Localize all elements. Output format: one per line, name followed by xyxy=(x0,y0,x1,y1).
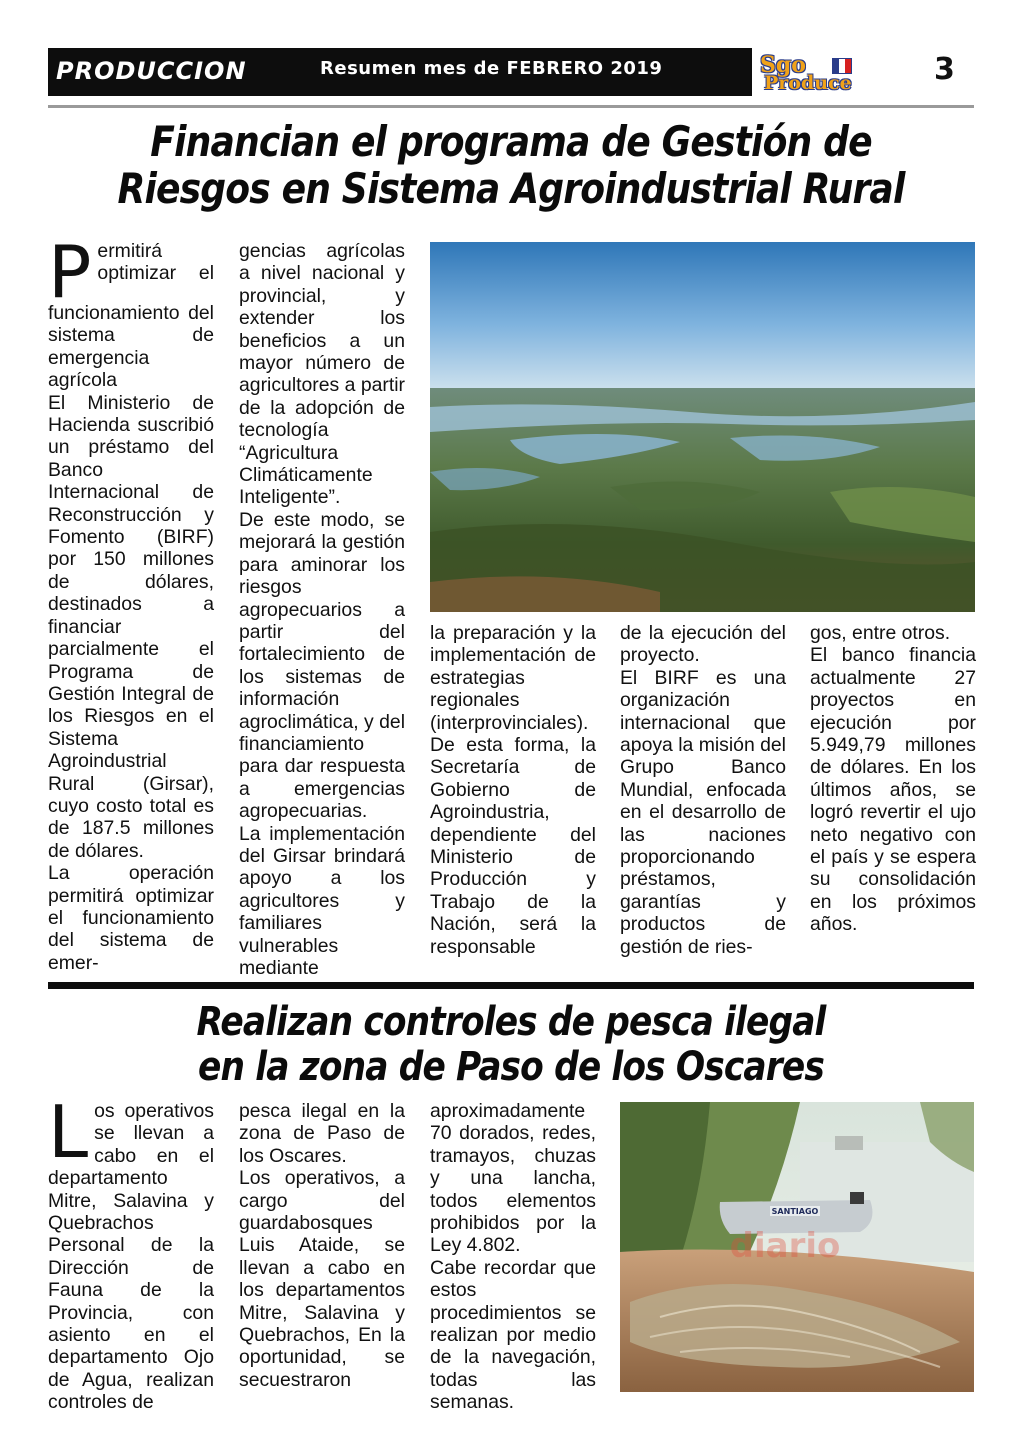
paragraph: El Ministerio de Hacienda suscribió un préstamo del Banco Internacional de Reconstrucción y Fomento (BIRF) por 150 millones de dólares, destinados a financiar parcialmente el Programa de Gestión Integral de los Riesgos en el Sistema Agroindustrial Rural (Girsar), cuyo costo total es de 187.5 millones de dólares. xyxy=(48,391,214,862)
paragraph: La implementación del Girsar brindará apoyo a los agricultores y familiares vulnerables mediante xyxy=(239,822,405,979)
page-number: 3 xyxy=(934,52,955,87)
article1-headline xyxy=(113,118,909,212)
section-label: PRODUCCION xyxy=(56,57,247,85)
article1-column-4 xyxy=(620,622,786,958)
article1-column-2 xyxy=(239,240,405,979)
boat-and-nets-image xyxy=(620,1102,974,1392)
article1-column-3 xyxy=(430,622,596,958)
lead-text: ermitirá optimizar el funcionamiento del sistema de emergencia agrícola xyxy=(48,240,214,392)
article2-column-1 xyxy=(48,1090,214,1414)
paragraph: de la ejecución del proyecto. xyxy=(620,622,786,667)
paragraph: pesca ilegal en la zona de Paso de los Oscares. xyxy=(239,1100,405,1167)
paragraph: El banco financia actualmente 27 proyectos en ejecución por 5.949,79 millones de dólares. En los últimos años, se logró revertir el ujo neto negativo con el país y se espera su consolidación en los próximos años. xyxy=(810,644,976,936)
headline-line: en la zona de Paso de los Oscares xyxy=(198,1043,824,1090)
paragraph: gos, entre otros. xyxy=(810,622,951,644)
drop-cap: P xyxy=(48,230,92,314)
wetland-aerial-image xyxy=(430,242,975,612)
lead-text: os operativos se llevan a cabo en el departamento Mitre, Salavina y Quebrachos xyxy=(48,1100,214,1235)
paragraph: gencias agrícolas a nivel nacional y provincial, y extender los beneficios a un mayor número de agricultores a partir de la adopción de tecnología “Agricultura Climáticamente Inteligente”. xyxy=(239,240,405,509)
publication-logo xyxy=(758,52,898,96)
issue-summary: Resumen mes de FEBRERO 2019 xyxy=(320,58,663,79)
article1-column-1 xyxy=(48,230,214,974)
paragraph: Los operativos, a cargo del guardabosques Luis Ataide, se llevan a cabo en los departamentos Mitre, Salavina y Quebrachos, En la oportunidad, se secuestraron xyxy=(239,1167,405,1391)
logo-text-bottom: Produce xyxy=(764,72,852,94)
article2-headline xyxy=(113,1000,909,1090)
boat-label: SANTIAGO xyxy=(771,1207,819,1216)
headline-line: Riesgos en Sistema Agroindustrial Rural xyxy=(117,164,905,214)
header-bar xyxy=(48,48,752,96)
header-rule xyxy=(48,105,974,108)
paragraph: la preparación y la implementación de estrategias regionales (interprovinciales). De esta forma, la Secretaría de Gobierno de Agroindustria, dependiente del Ministerio de Producción y Trabajo de la Nación, será la responsable xyxy=(430,622,596,958)
paragraph: De este modo, se mejorará la gestión para aminorar los riesgos agropecuarios a partir del fortalecimiento de los sistemas de información agroclimática, y del financiamiento para dar respuesta a emergencias agropecuarias. xyxy=(239,508,405,823)
headline-line: Realizan controles de pesca ilegal xyxy=(196,999,826,1045)
paragraph: La operación permitirá optimizar el funcionamiento del sistema de emer- xyxy=(48,862,214,974)
drop-cap: L xyxy=(48,1090,89,1174)
article2-column-2 xyxy=(239,1100,405,1391)
seized-boat-photo xyxy=(620,1102,974,1392)
paragraph: aproximadamente 70 dorados, redes, tramayos, chuzas y una lancha, todos elementos prohibidos por la Ley 4.802. xyxy=(430,1100,596,1257)
article2-column-3 xyxy=(430,1100,596,1414)
wetland-aerial-photo xyxy=(430,242,975,612)
paragraph: Cabe recordar que estos procedimientos se realizan por medio de la navegación, todas las semanas. xyxy=(430,1256,596,1414)
paragraph: Personal de la Dirección de Fauna de la Provincia, con asiento en el departamento Ojo de Agua, realizan controles de xyxy=(48,1234,214,1414)
logo-text-top: Sgo xyxy=(760,52,806,78)
article1-column-5 xyxy=(810,622,976,936)
paragraph: El BIRF es una organización internacional que apoya la misión del Grupo Banco Mundial, enfocada en el desarrollo de las naciones proporcionando préstamos, garantías y productos de gestión de ries- xyxy=(620,666,786,958)
article-divider xyxy=(48,982,974,989)
headline-line: Financian el programa de Gestión de xyxy=(150,117,872,166)
watermark: diario xyxy=(729,1226,841,1266)
